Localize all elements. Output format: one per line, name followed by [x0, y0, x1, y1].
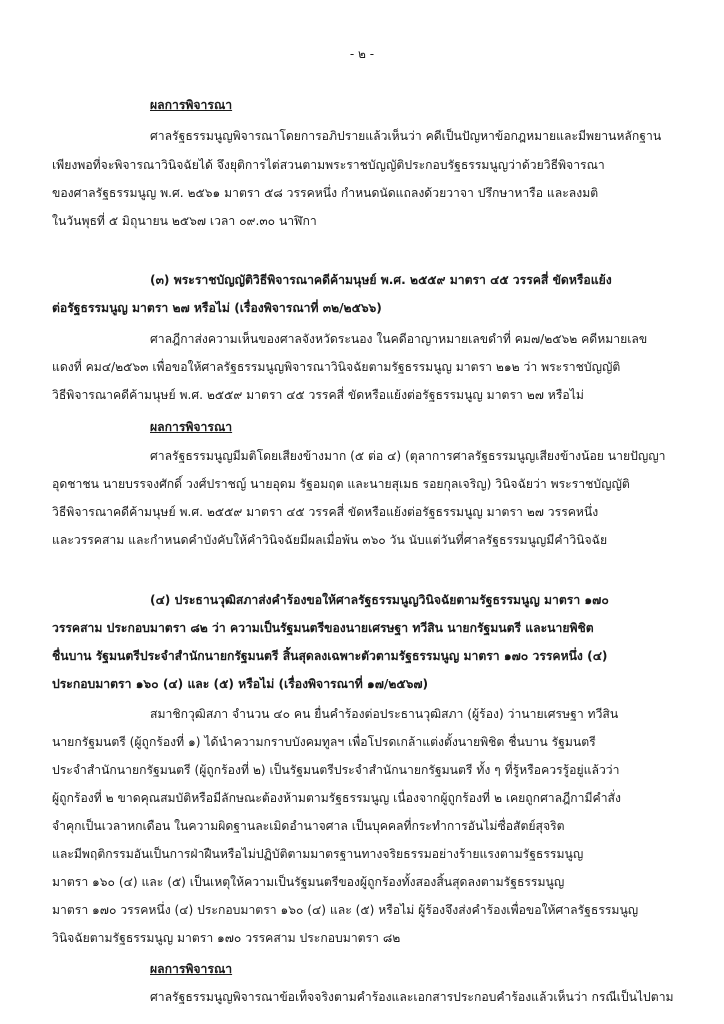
section-heading: ผลการพิจารณา [150, 420, 233, 434]
paragraph-line: วินิจฉัยตามรัฐธรรมนูญ มาตรา ๑๗๐ วรรคสาม ประกอบมาตรา ๘๒ [52, 931, 401, 945]
paragraph-line: มาตรา ๑๖๐ (๔) และ (๕) เป็นเหตุให้ความเป็นรัฐมนตรีของผู้ถูกร้องทั้งสองสิ้นสุดลงตามรัฐธรรมนูญ [52, 875, 565, 889]
case-title-line: ชื่นบาน รัฐมนตรีประจำสำนักนายกรัฐมนตรี สิ้นสุดลงเฉพาะตัวตามรัฐธรรมนูญ มาตรา ๑๗๐ วรรคหนึ่ง (๔) [52, 649, 608, 663]
case-title-line: วรรคสาม ประกอบมาตรา ๘๒ ว่า ความเป็นรัฐมนตรีของนายเศรษฐา ทวีสิน นายกรัฐมนตรี และนายพิชิต [52, 621, 594, 635]
case-title-line: (๔) ประธานวุฒิสภาส่งคำร้องขอให้ศาลรัฐธรรมนูญวินิจฉัยตามรัฐธรรมนูญ มาตรา ๑๗๐ [150, 593, 609, 607]
paragraph-line: ศาลฎีกาส่งความเห็นของศาลจังหวัดระนอง ในคดีอาญาหมายเลขดำที่ คม๗/๒๕๖๒ คดีหมายเลข [150, 332, 648, 346]
section-heading: ผลการพิจารณา [150, 98, 233, 112]
paragraph-line: และมีพฤติกรรมอันเป็นการฝ่าฝืนหรือไม่ปฏิบัติตามมาตรฐานทางจริยธรรมอย่างร้ายแรงตามรัฐธรรมนูญ [52, 847, 584, 861]
paragraph-line: ศาลรัฐธรรมนูญพิจารณาข้อเท็จจริงตามคำร้องและเอกสารประกอบคำร้องแล้วเห็นว่า กรณีเป็นไปตาม [150, 990, 674, 1004]
paragraph-line: ศาลรัฐธรรมนูญมีมติโดยเสียงข้างมาก (๕ ต่อ ๔) (ตุลาการศาลรัฐธรรมนูญเสียงข้างน้อย นายปัญญา [150, 449, 666, 463]
section-heading: ผลการพิจารณา [150, 962, 233, 976]
case-title-line: (๓) พระราชบัญญัติวิธีพิจารณาคดีค้ามนุษย์ พ.ศ. ๒๕๕๙ มาตรา ๔๕ วรรคสี่ ขัดหรือแย้ง [150, 273, 612, 287]
case-title-line: ประกอบมาตรา ๑๖๐ (๔) และ (๕) หรือไม่ (เรื่องพิจารณาที่ ๑๗/๒๕๖๗) [52, 677, 429, 691]
page-number: - ๒ - [349, 47, 375, 61]
paragraph-line: นายกรัฐมนตรี (ผู้ถูกร้องที่ ๑) ได้นำความกราบบังคมทูลฯ เพื่อโปรดเกล้าแต่งตั้งนายพิชิต ชื่นบาน รัฐมนตรี [52, 735, 596, 749]
paragraph-line: และวรรคสาม และกำหนดคำบังคับให้คำวินิจฉัยมีผลเมื่อพ้น ๓๖๐ วัน นับแต่วันที่ศาลรัฐธรรมนูญมีคำวินิจฉัย [52, 533, 608, 547]
paragraph-line: ผู้ถูกร้องที่ ๒ ขาดคุณสมบัติหรือมีลักษณะต้องห้ามตามรัฐธรรมนูญ เนื่องจากผู้ถูกร้องที่ ๒ เคยถูกศาลฎีกามีคำสั่ง [52, 791, 621, 805]
paragraph-line: ศาลรัฐธรรมนูญพิจารณาโดยการอภิปรายแล้วเห็นว่า คดีเป็นปัญหาข้อกฎหมายและมีพยานหลักฐาน [150, 129, 662, 143]
paragraph-line: จำคุกเป็นเวลาหกเดือน ในความผิดฐานละเมิดอำนาจศาล เป็นบุคคลที่กระทำการอันไม่ซื่อสัตย์สุจริต [52, 819, 565, 833]
paragraph-line: ของศาลรัฐธรรมนูญ พ.ศ. ๒๕๖๑ มาตรา ๕๘ วรรคหนึ่ง กำหนดนัดแถลงด้วยวาจา ปรึกษาหารือ และลงมติ [52, 186, 599, 200]
paragraph-line: มาตรา ๑๗๐ วรรคหนึ่ง (๔) ประกอบมาตรา ๑๖๐ (๔) และ (๕) หรือไม่ ผู้ร้องจึงส่งคำร้องเพื่อขอให้ศาลรัฐธรรมนูญ [52, 903, 639, 917]
paragraph-line: ประจำสำนักนายกรัฐมนตรี (ผู้ถูกร้องที่ ๒) เป็นรัฐมนตรีประจำสำนักนายกรัฐมนตรี ทั้ง ๆ ที่รู้หรือควรรู้อยู่แล้วว่า [52, 763, 620, 777]
paragraph-line: ในวันพุธที่ ๕ มิถุนายน ๒๕๖๗ เวลา ๐๙.๓๐ นาฬิกา [52, 214, 317, 228]
paragraph-line: อุดชาชน นายบรรจงศักดิ์ วงศ์ปราชญ์ นายอุดม รัฐอมฤต และนายสุเมธ รอยกุลเจริญ) วินิจฉัยว่า พระราชบัญญัติ [52, 477, 630, 491]
paragraph-line: แดงที่ คม๔/๒๕๖๓ เพื่อขอให้ศาลรัฐธรรมนูญพิจารณาวินิจฉัยตามรัฐธรรมนูญ มาตรา ๒๑๒ ว่า พระราชบัญญัติ [52, 360, 621, 374]
paragraph-line: วิธีพิจารณาคดีค้ามนุษย์ พ.ศ. ๒๕๕๙ มาตรา ๔๕ วรรคสี่ ขัดหรือแย้งต่อรัฐธรรมนูญ มาตรา ๒๗ วรรคหนึ่ง [52, 505, 599, 519]
paragraph-line: วิธีพิจารณาคดีค้ามนุษย์ พ.ศ. ๒๕๕๙ มาตรา ๔๕ วรรคสี่ ขัดหรือแย้งต่อรัฐธรรมนูญ มาตรา ๒๗ หรือไม่ [52, 388, 584, 402]
case-title-line: ต่อรัฐธรรมนูญ มาตรา ๒๗ หรือไม่ (เรื่องพิจารณาที่ ๓๒/๒๕๖๖) [52, 301, 382, 315]
paragraph-line: เพียงพอที่จะพิจารณาวินิจฉัยได้ จึงยุติการไต่สวนตามพระราชบัญญัติประกอบรัฐธรรมนูญว่าด้วยวิธีพิจารณา [52, 158, 605, 172]
paragraph-line: สมาชิกวุฒิสภา จำนวน ๔๐ คน ยื่นคำร้องต่อประธานวุฒิสภา (ผู้ร้อง) ว่านายเศรษฐา ทวีสิน [150, 707, 619, 721]
